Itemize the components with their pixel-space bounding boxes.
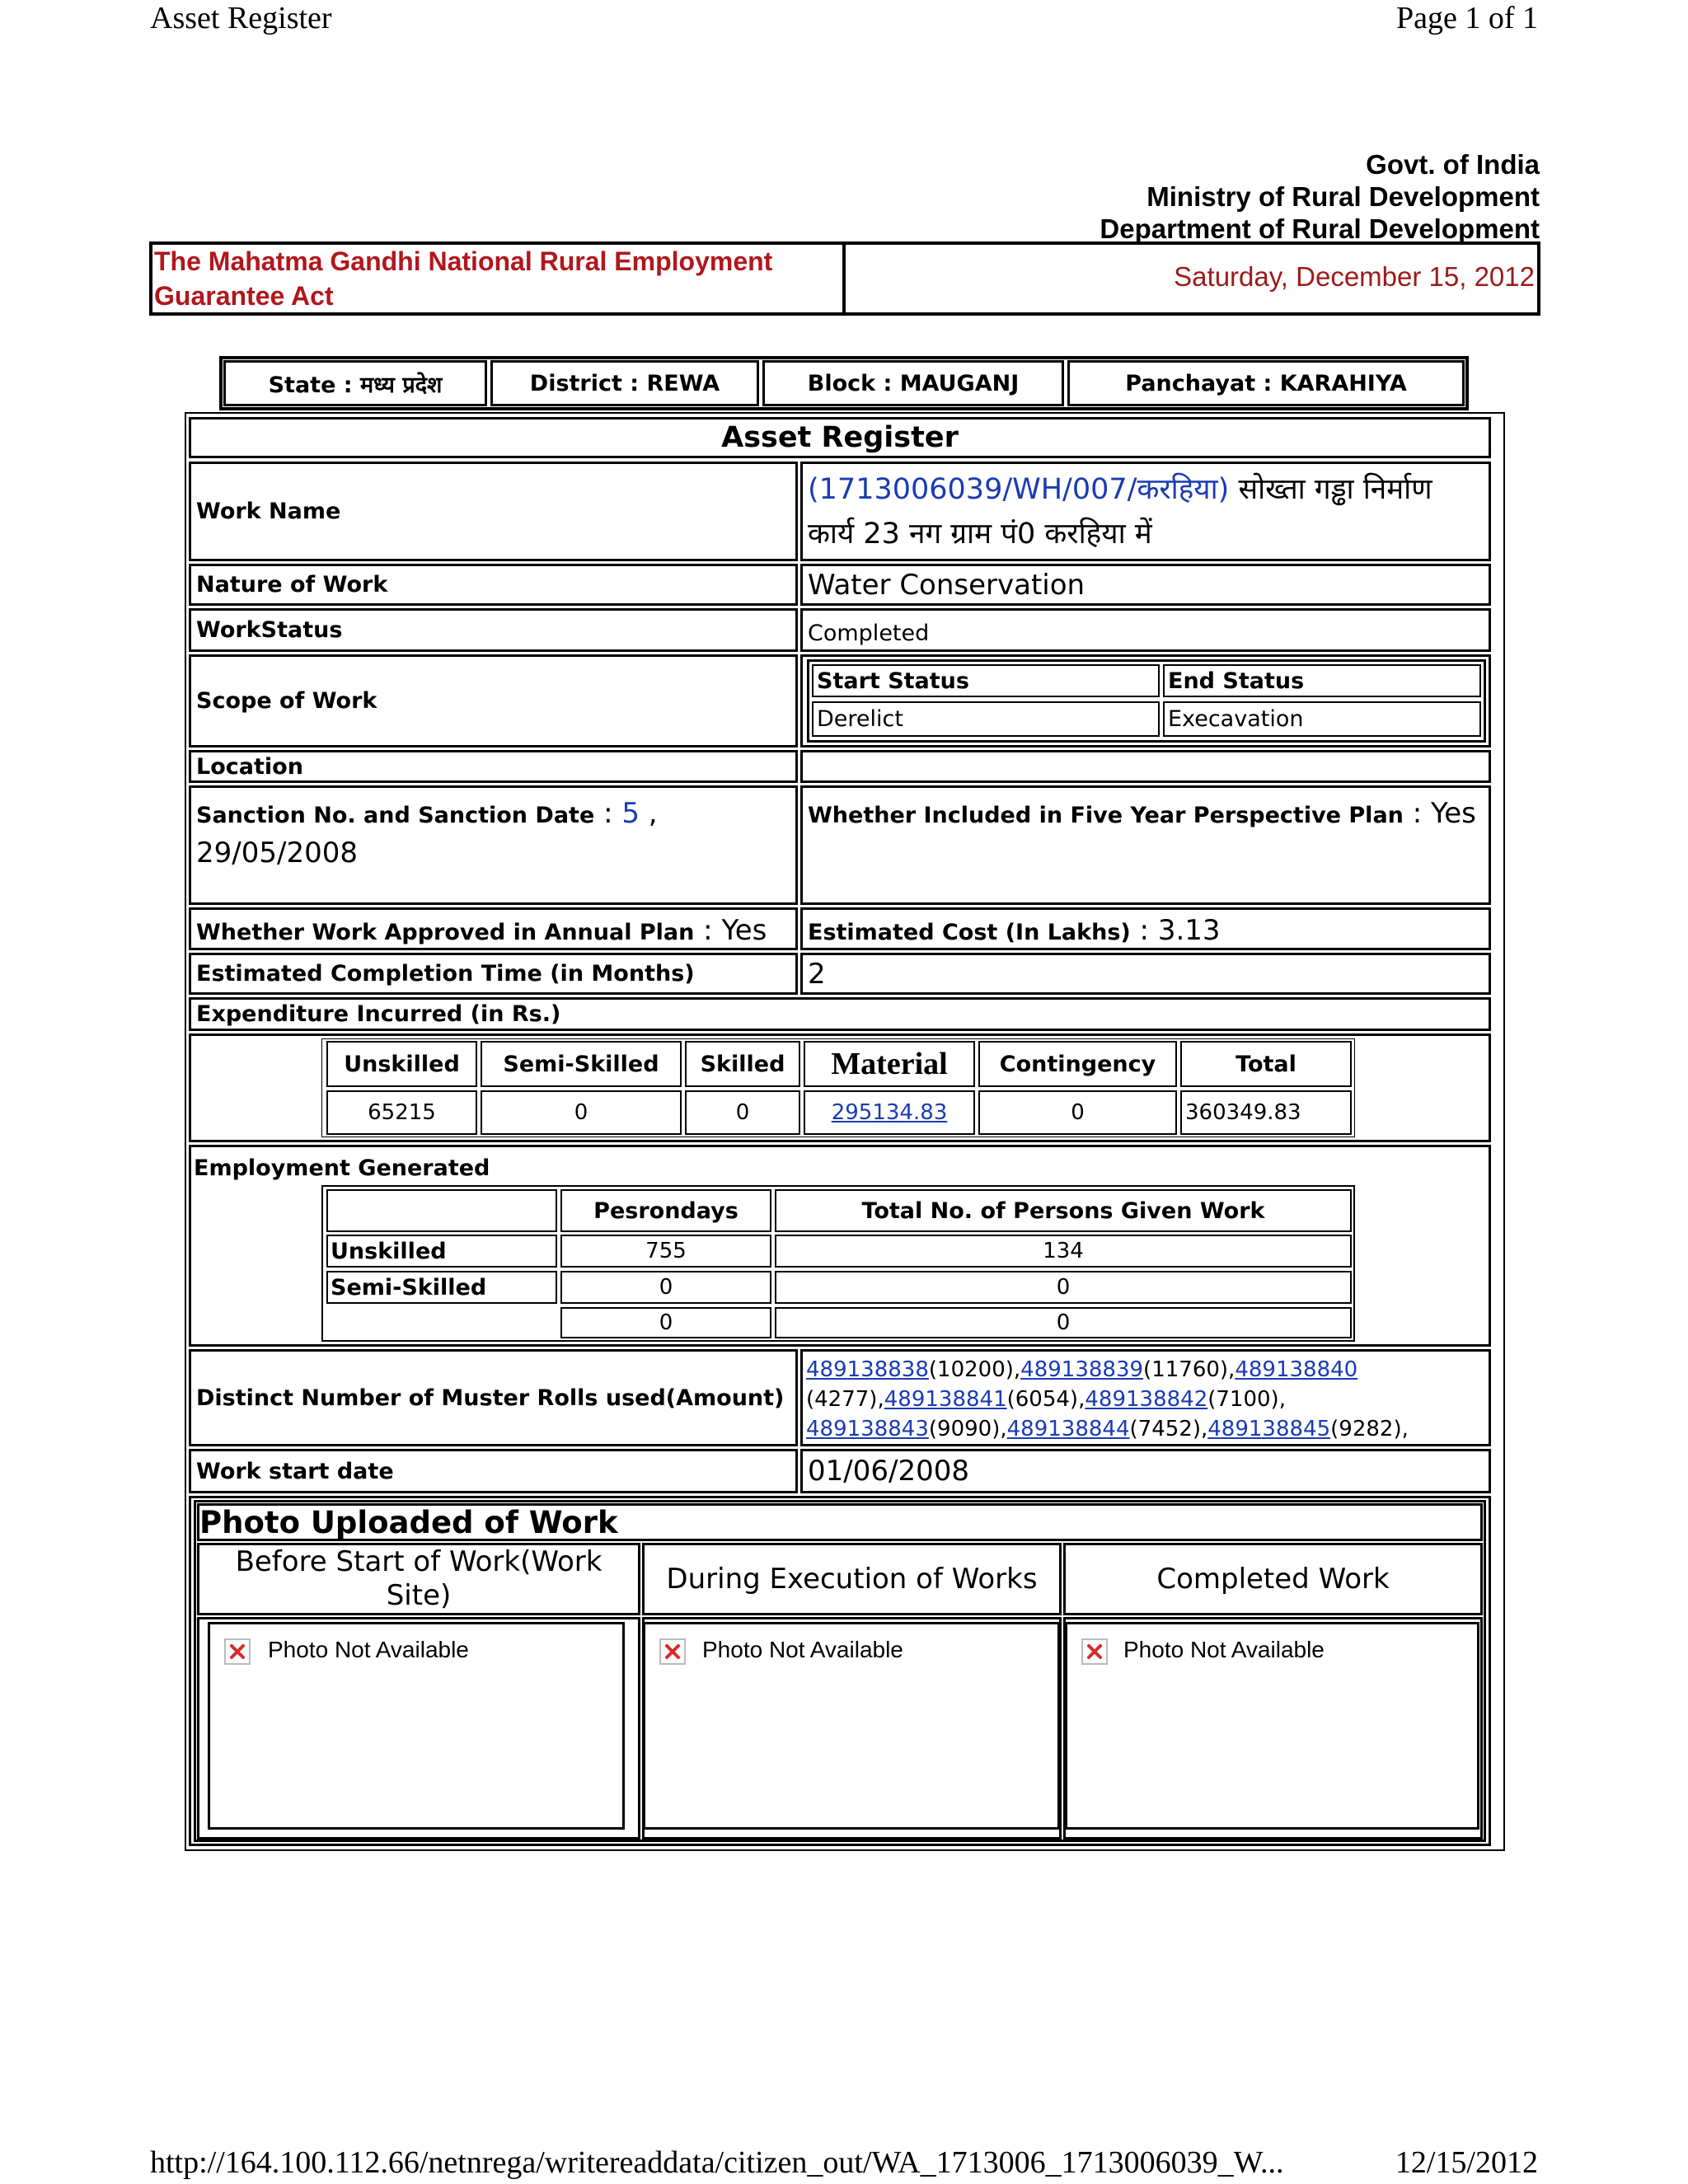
expenditure-label: Expenditure Incurred (in Rs.) [189, 997, 1491, 1031]
exp-header-unskilled: Unskilled [326, 1041, 477, 1087]
muster-roll-link[interactable]: 489138842 [1085, 1387, 1208, 1412]
print-footer-date: 12/15/2012 [1395, 2145, 1538, 2180]
govt-heading [1100, 148, 1540, 245]
emp-header-persons: Total No. of Persons Given Work [775, 1189, 1352, 1232]
muster-roll-amount: (11760), [1143, 1357, 1236, 1382]
act-title-line-2: Guarantee Act [154, 281, 334, 311]
sanction-separator: : [594, 797, 622, 830]
district-cell: District : REWA [490, 360, 759, 406]
work-name-value [800, 462, 1491, 561]
muster-roll-amount: (6054), [1006, 1387, 1085, 1412]
sanction-cell [189, 785, 798, 905]
muster-line-3 [806, 1414, 1489, 1444]
exp-value-contingency: 0 [978, 1090, 1177, 1135]
five-year-cell [800, 785, 1491, 905]
muster-roll-amount: (7452), [1129, 1417, 1208, 1441]
report-date: Saturday, December 15, 2012 [1174, 261, 1535, 292]
block-cell: Block : MAUGANJ [762, 360, 1064, 406]
work-name-text-1: सोख्ता गड्ढा निर्माण [1229, 473, 1432, 506]
muster-roll-link[interactable]: 489138838 [806, 1357, 929, 1382]
exp-value-semi-skilled: 0 [481, 1090, 682, 1135]
govt-line-3: Department of Rural Development [1100, 213, 1540, 244]
muster-roll-amount: (9282), [1330, 1417, 1409, 1441]
muster-roll-link[interactable]: 489138839 [1020, 1357, 1144, 1382]
sanction-date: , 29/05/2008 [196, 797, 658, 869]
exp-header-contingency: Contingency [978, 1041, 1177, 1087]
banner-divider [842, 241, 846, 316]
muster-roll-amount: (10200), [928, 1357, 1021, 1382]
print-footer-url: http://164.100.112.66/netnrega/writereaddata/citizen_out/WA_1713006_1713006039_W... [150, 2145, 1284, 2180]
panchayat-cell: Panchayat : KARAHIYA [1067, 360, 1465, 406]
photos-title: Photo Uploaded of Work [197, 1503, 1483, 1541]
scope-label: Scope of Work [189, 654, 798, 748]
employment-label: Employment Generated [194, 1155, 490, 1181]
emp-row-unskilled-persondays: 755 [560, 1235, 771, 1268]
photo-col-during: During Execution of Works [642, 1543, 1062, 1615]
broken-image-icon [1081, 1638, 1108, 1665]
photo-not-available-completed: Photo Not Available [1123, 1637, 1325, 1662]
emp-row-unskilled-persons: 134 [775, 1235, 1352, 1268]
muster-roll-amount: (7100), [1207, 1387, 1286, 1412]
photo-col-completed: Completed Work [1063, 1543, 1483, 1615]
state-cell: State : मध्य प्रदेश [223, 360, 487, 406]
emp-row-semi-persons: 0 [775, 1271, 1352, 1304]
sanction-number: 5 [621, 797, 640, 830]
status-label: WorkStatus [189, 608, 798, 652]
muster-label: Distinct Number of Muster Rolls used(Amount) [189, 1349, 798, 1446]
exp-value-unskilled: 65215 [326, 1090, 477, 1135]
photo-not-available-during: Photo Not Available [702, 1637, 903, 1662]
emp-row-3-persondays: 0 [560, 1307, 771, 1338]
exp-value-material-cell [804, 1090, 975, 1135]
end-status-header: End Status [1163, 664, 1481, 697]
muster-roll-amount: (9090), [928, 1417, 1007, 1441]
govt-line-2: Ministry of Rural Development [1146, 181, 1540, 212]
act-title-line-1: The Mahatma Gandhi National Rural Employment [154, 246, 773, 276]
emp-header-empty [326, 1189, 557, 1232]
muster-line-1 [806, 1355, 1489, 1385]
exp-header-semi-skilled: Semi-Skilled [481, 1041, 682, 1087]
work-code: (1713006039/WH/007/करहिया) [808, 473, 1230, 506]
completion-time-value: 2 [800, 953, 1491, 995]
muster-line-2 [806, 1385, 1489, 1414]
work-name-text-2: कार्य 23 नग ग्राम पं0 करहिया में [808, 518, 1152, 551]
estimated-cost-cell [800, 907, 1491, 950]
nature-label: Nature of Work [189, 564, 798, 606]
photo-col-before [197, 1543, 640, 1615]
muster-roll-link[interactable]: 489138841 [884, 1387, 1007, 1412]
muster-roll-link[interactable]: 489138843 [806, 1417, 929, 1441]
act-title [154, 244, 838, 313]
five-year-value: : Yes [1403, 797, 1476, 830]
start-status-value: Derelict [812, 701, 1160, 737]
annual-plan-value: : Yes [694, 914, 767, 947]
start-date-value: 01/06/2008 [800, 1449, 1491, 1493]
estimated-cost-value: : 3.13 [1130, 914, 1221, 947]
govt-line-1: Govt. of India [1366, 149, 1540, 180]
estimated-cost-label: Estimated Cost (In Lakhs) [808, 920, 1131, 945]
exp-header-material: Material [804, 1041, 975, 1087]
start-status-header: Start Status [812, 664, 1160, 697]
completion-time-label: Estimated Completion Time (in Months) [189, 953, 798, 995]
emp-row-semi-label: Semi-Skilled [326, 1271, 557, 1304]
muster-roll-link[interactable]: 489138844 [1006, 1417, 1130, 1441]
end-status-value: Execavation [1163, 701, 1481, 737]
status-value: Completed [800, 608, 1491, 652]
nature-value: Water Conservation [800, 564, 1491, 606]
broken-image-icon [659, 1638, 686, 1665]
emp-row-3-label [326, 1307, 557, 1338]
photo-not-available-before: Photo Not Available [268, 1637, 469, 1662]
register-title: Asset Register [189, 417, 1491, 458]
exp-value-skilled: 0 [685, 1090, 800, 1135]
location-value [800, 750, 1491, 783]
photo-col-before-line-1: Before Start of Work(Work [235, 1545, 603, 1578]
annual-plan-cell [189, 907, 798, 950]
sanction-label: Sanction No. and Sanction Date [196, 803, 595, 828]
emp-row-unskilled-label: Unskilled [326, 1235, 557, 1268]
muster-roll-amount: (4277), [806, 1387, 884, 1412]
muster-roll-link[interactable]: 489138840 [1235, 1357, 1358, 1382]
exp-header-skilled: Skilled [685, 1041, 800, 1087]
print-header-title: Asset Register [150, 1, 332, 35]
broken-image-icon [224, 1638, 251, 1665]
photo-col-before-line-2: Site) [386, 1579, 452, 1612]
location-label: Location [189, 750, 798, 783]
print-page-number: Page 1 of 1 [1395, 1, 1538, 35]
five-year-label: Whether Included in Five Year Perspective Plan [808, 803, 1404, 828]
emp-row-semi-persondays: 0 [560, 1271, 771, 1304]
emp-header-persondays: Pesrondays [560, 1189, 771, 1232]
exp-value-total: 360349.83 [1180, 1090, 1352, 1135]
emp-row-3-persons: 0 [775, 1307, 1352, 1338]
material-amount-link[interactable]: 295134.83 [831, 1100, 948, 1125]
exp-header-total: Total [1180, 1041, 1352, 1087]
muster-roll-link[interactable]: 489138845 [1207, 1417, 1331, 1441]
muster-list [800, 1349, 1491, 1446]
annual-plan-label: Whether Work Approved in Annual Plan [196, 920, 695, 945]
start-date-label: Work start date [189, 1449, 798, 1493]
work-name-label: Work Name [189, 462, 798, 561]
